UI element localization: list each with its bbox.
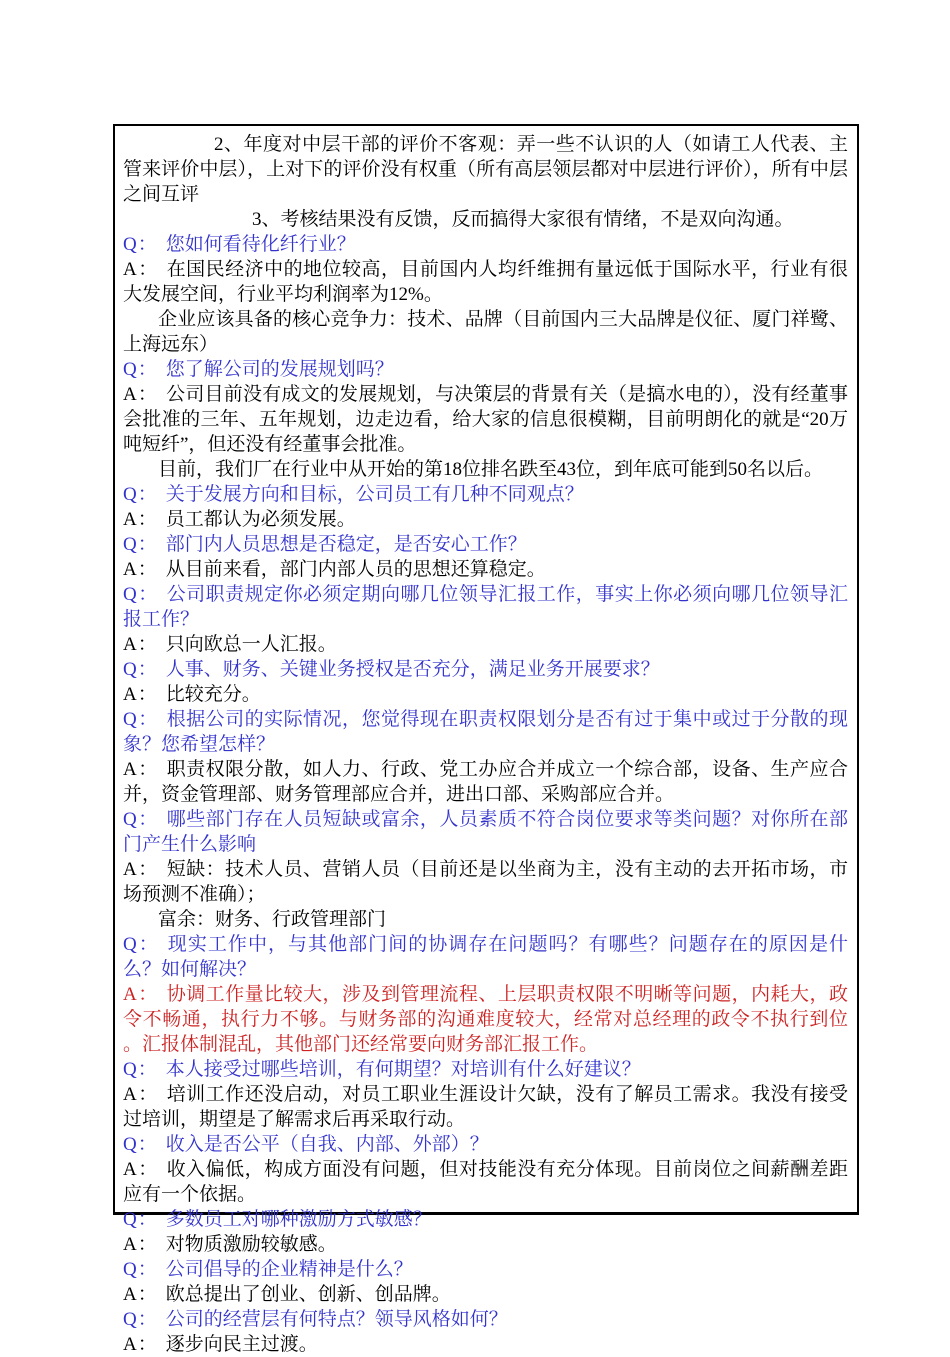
- document-table-cell: [113, 124, 859, 1355]
- question-paragraph: [123, 357, 848, 382]
- question-prefix: Q：: [123, 934, 160, 955]
- answer-text: 收入偏低，构成方面没有问题，但对技能没有充分体现。目前岗位之间薪酬差距应有一个依据。: [123, 1159, 848, 1205]
- question-paragraph: [123, 532, 848, 557]
- answer-text: 员工都认为必须发展。: [165, 509, 356, 530]
- answer-text: 从目前来看，部门内部人员的思想还算稳定。: [165, 559, 546, 580]
- answer-paragraph: [123, 1157, 848, 1207]
- plain-paragraph: [123, 457, 848, 482]
- answer-text: 在国民经济中的地位较高，目前国内人均纤维拥有量远低于国际水平，行业有很大发展空间，行业平均利润率为12%。: [123, 259, 848, 305]
- plain-paragraph: [123, 907, 848, 932]
- answer-prefix: A：: [123, 1159, 159, 1180]
- answer-text: 对物质激励较敏感。: [165, 1234, 337, 1255]
- answer-paragraph: [123, 682, 848, 707]
- question-text: 人事、财务、关键业务授权是否充分，满足业务开展要求？: [165, 659, 660, 680]
- question-text: 部门内人员思想是否稳定，是否安心工作？: [165, 534, 527, 555]
- answer-prefix: A：: [123, 509, 158, 530]
- answer-paragraph: [123, 382, 848, 457]
- question-paragraph: [123, 1207, 848, 1232]
- question-text: 您如何看待化纤行业？: [165, 234, 356, 255]
- answer-paragraph: [123, 1282, 848, 1307]
- answer-paragraph: [123, 1332, 848, 1357]
- answer-text: 公司目前没有成文的发展规划，与决策层的背景有关（是搞水电的），没有经董事会批准的三年、五年规划，边走边看，给大家的信息很模糊，目前明朗化的就是“20万吨短纤”，但还没有经董事会批准。: [123, 384, 848, 455]
- question-prefix: Q：: [123, 584, 159, 605]
- answer-paragraph: [123, 257, 848, 307]
- question-paragraph: [123, 1307, 848, 1332]
- question-paragraph: [123, 232, 848, 257]
- question-prefix: Q：: [123, 234, 158, 255]
- plain-text: 目前，我们厂在行业中从开始的第18位排名跌至43位，到年底可能到50名以后。: [158, 459, 824, 480]
- question-paragraph: [123, 482, 848, 507]
- question-text: 多数员工对哪种激励方式敏感？: [165, 1209, 432, 1230]
- question-paragraph: [123, 707, 848, 757]
- answer-text: 短缺：技术人员、营销人员（目前还是以坐商为主，没有主动的去开拓市场，市场预测不准确）；: [123, 859, 848, 905]
- answer-paragraph: [123, 1082, 848, 1132]
- question-paragraph: [123, 1057, 848, 1082]
- question-paragraph: [123, 1132, 848, 1157]
- plain-paragraph: [123, 307, 848, 357]
- answer-text: 逐步向民主过渡。: [165, 1334, 318, 1355]
- question-paragraph: [123, 1257, 848, 1282]
- answer-prefix: A：: [123, 634, 158, 655]
- question-prefix: Q：: [123, 1309, 158, 1330]
- question-prefix: Q：: [123, 484, 158, 505]
- question-prefix: Q：: [123, 1134, 158, 1155]
- numbered-item-paragraph: [123, 132, 848, 207]
- answer-prefix: A：: [123, 384, 159, 405]
- answer-text: 欧总提出了创业、创新、创品牌。: [165, 1284, 451, 1305]
- answer-text: 比较充分。: [165, 684, 261, 705]
- answer-prefix: A：: [123, 1084, 159, 1105]
- question-paragraph: [123, 582, 848, 632]
- question-prefix: Q：: [123, 1209, 158, 1230]
- question-paragraph: [123, 657, 848, 682]
- answer-prefix: A：: [123, 684, 158, 705]
- question-prefix: Q：: [123, 659, 158, 680]
- question-text: 公司职责规定你必须定期向哪几位领导汇报工作，事实上你必须向哪几位领导汇报工作？: [123, 584, 848, 630]
- question-prefix: Q：: [123, 1259, 158, 1280]
- plain-text: 富余：财务、行政管理部门: [158, 909, 387, 930]
- question-prefix: Q：: [123, 359, 158, 380]
- answer-prefix: A：: [123, 1334, 158, 1355]
- question-prefix: Q：: [123, 809, 159, 830]
- answer-highlight-text: 协调工作量比较大，涉及到管理流程、上层职责权限不明晰等问题，内耗大，政令不畅通，执行力不够。与财务部的沟通难度较大，经常对总经理的政令不执行到位 。汇报体制混乱，其他部门还经常要向财务部汇报工作。: [123, 984, 848, 1055]
- answer-prefix: A：: [123, 859, 159, 880]
- answer-paragraph: [123, 857, 848, 907]
- numbered-item-text: 3、考核结果没有反馈，反而搞得大家很有情绪，不是双向沟通。: [252, 209, 794, 230]
- answer-prefix: A：: [123, 1234, 158, 1255]
- answer-text: 培训工作还没启动，对员工职业生涯设计欠缺，没有了解员工需求。我没有接受过培训，期望是了解需求后再采取行动。: [123, 1084, 848, 1130]
- question-prefix: Q：: [123, 709, 159, 730]
- document-body: [123, 132, 848, 1357]
- numbered-item-text: 2、年度对中层干部的评价不客观：弄一些不认识的人（如请工人代表、主管来评价中层），上对下的评价没有权重（所有高层领层都对中层进行评价），所有中层之间互评: [123, 134, 848, 205]
- answer-prefix: A：: [123, 259, 159, 280]
- numbered-item-paragraph: [123, 207, 848, 232]
- answer-paragraph: [123, 632, 848, 657]
- question-text: 关于发展方向和目标，公司员工有几种不同观点？: [165, 484, 584, 505]
- answer-paragraph: [123, 507, 848, 532]
- question-text: 公司的经营层有何特点？领导风格如何？: [165, 1309, 508, 1330]
- answer-paragraph: [123, 1232, 848, 1257]
- answer-prefix: A：: [123, 984, 159, 1005]
- question-text: 现实工作中，与其他部门间的协调存在问题吗？有哪些？问题存在的原因是什么？如何解决？: [123, 934, 848, 980]
- answer-text: 职责权限分散，如人力、行政、党工办应合并成立一个综合部，设备、生产应合并，资金管理部、财务管理部应合并，进出口部、采购部应合并。: [123, 759, 848, 805]
- question-text: 收入是否公平（自我、内部、外部）？: [165, 1134, 489, 1155]
- answer-prefix: A：: [123, 759, 159, 780]
- question-text: 根据公司的实际情况，您觉得现在职责权限划分是否有过于集中或过于分散的现象？您希望怎样？: [123, 709, 848, 755]
- answer-paragraph: [123, 557, 848, 582]
- question-text: 您了解公司的发展规划吗？: [165, 359, 394, 380]
- answer-paragraph: [123, 757, 848, 807]
- plain-text: 企业应该具备的核心竞争力：技术、品牌（目前国内三大品牌是仪征、厦门祥鹭、上海远东）: [123, 309, 848, 355]
- answer-prefix: A：: [123, 559, 158, 580]
- question-text: 本人接受过哪些培训，有何期望？对培训有什么好建议？: [165, 1059, 641, 1080]
- question-paragraph: [123, 807, 848, 857]
- question-prefix: Q：: [123, 534, 158, 555]
- question-paragraph: [123, 932, 848, 982]
- question-text: 公司倡导的企业精神是什么？: [165, 1259, 413, 1280]
- question-prefix: Q：: [123, 1059, 158, 1080]
- answer-highlight-paragraph: [123, 982, 848, 1057]
- answer-text: 只向欧总一人汇报。: [165, 634, 337, 655]
- answer-prefix: A：: [123, 1284, 158, 1305]
- question-text: 哪些部门存在人员短缺或富余，人员素质不符合岗位要求等类问题？对你所在部门产生什么影响: [123, 809, 848, 855]
